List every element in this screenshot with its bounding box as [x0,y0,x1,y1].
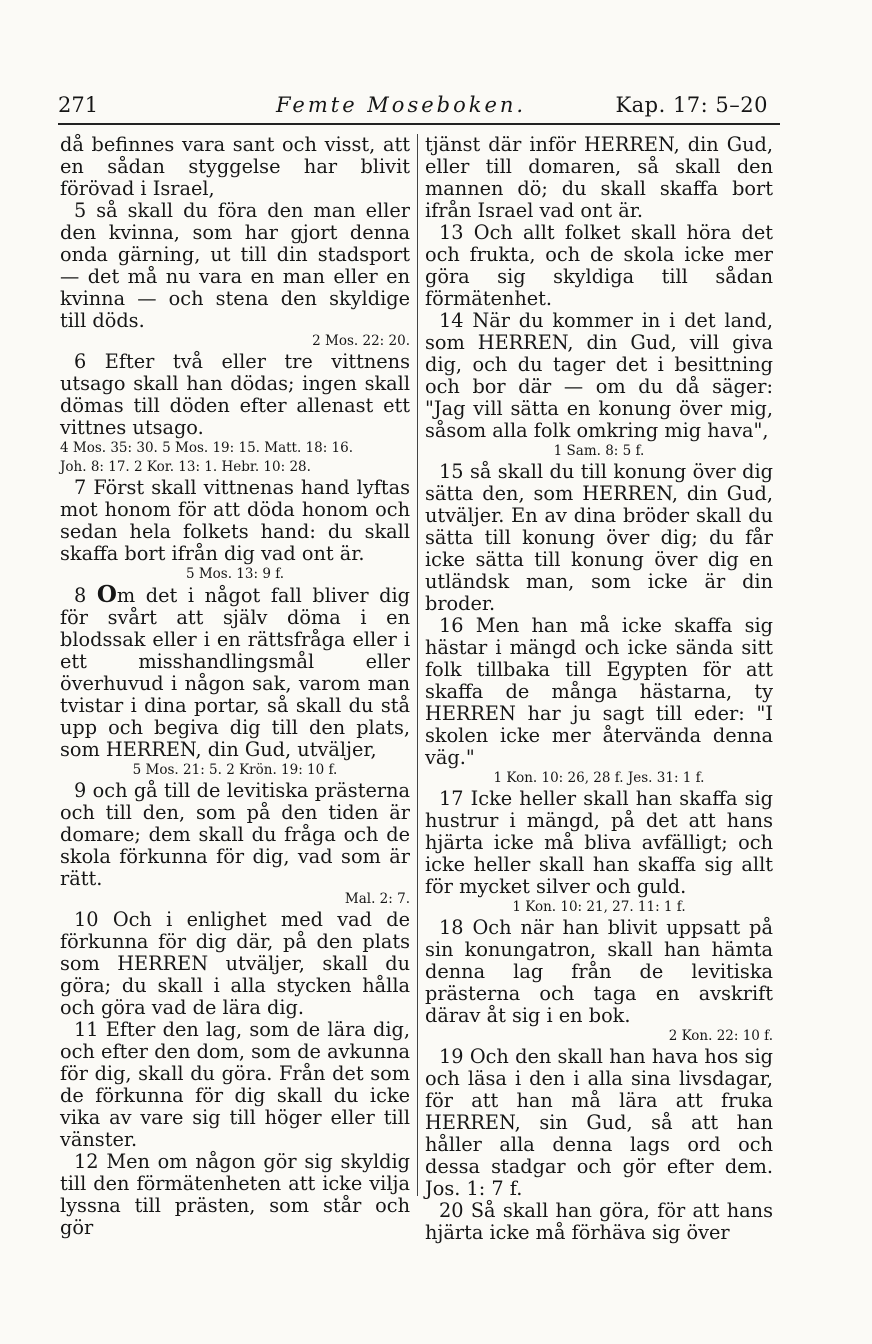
verse-number: 12 [74,1150,99,1173]
cross-reference: 1 Kon. 10: 21, 27. 11: 1 f. [512,899,686,915]
verse-number: 10 [74,908,99,931]
verse-19 [425,1046,773,1200]
verse-text: När du kommer in i det land, som HERREN, din Gud, vill giva dig, och du tager det i besittning och bor där — om du då säger: "Jag vill sätta en konung över mig, såsom alla folk omkring mig hava", [425,309,773,442]
verse-15 [425,461,773,615]
verse-6 [60,351,410,439]
verse-number: 19 [439,1045,464,1068]
cross-reference: 1 Kon. 10: 26, 28 f. Jes. 31: 1 f. [493,770,705,786]
cross-reference: 2 Mos. 22: 20. [312,333,410,349]
cross-reference: Mal. 2: 7. [344,891,410,907]
verse-number: 13 [439,221,464,244]
verse-text: Så skall han göra, för att hans hjärta icke må förhäva sig över [425,1199,773,1244]
verse-5 [60,200,410,332]
verse-20 [425,1200,773,1244]
left-column [60,134,410,1239]
verse-text: Och den skall han hava hos sig och läsa i den i alla sina livsdagar, för att han må lära att fruka HERREN, sin Gud, så att han håller alla denna lags ord och dessa stadgar och gör efter dem. Jos. 1: 7 f. [425,1045,773,1200]
cross-reference: 1 Sam. 8: 5 f. [553,443,645,459]
verse-number: 11 [74,1018,99,1041]
chapter-reference: Kap. 17: 5–20 [615,93,768,117]
verse-11 [60,1019,410,1151]
verse-text: Först skall vittnenas hand lyftas mot honom för att döda honom och sedan hela folkets hand: du skall skaffa bort ifrån dig vad ont är. [60,476,410,565]
verse-text: så skall du till konung över dig sätta den, som HERREN, din Gud, utväljer. En av dina bröder skall du sätta till konung över dig; du får icke sätta till konung över dig en utländsk man, som icke är din broder. [425,460,773,615]
verse-text: så skall du föra den man eller den kvinna, som har gjort denna onda gärning, ut till din stadsport — det må nu vara en man eller en kvinna — och stena den skyldige till döds. [60,199,410,332]
verse-number: 16 [439,614,464,637]
verse-16 [425,615,773,769]
verse-text: m det i något fall bliver dig för svårt att själv döma i en blodssak eller i en rättsfråga eller i ett misshandlingsmål eller överhuvud i någon sak, varom man tvistar i dina portar, så skall du stå upp och begiva dig till den plats, som HERREN, din Gud, utväljer, [60,584,410,761]
verse-number: 14 [439,309,464,332]
verse-number: 5 [74,199,87,222]
verse-number: 8 [74,584,87,607]
verse-number: 15 [439,460,464,483]
right-column [425,134,773,1244]
verse-text: Och när han blivit uppsatt på sin konungatron, skall han hämta denna lag från de levitiska prästerna och taga en avskrift därav åt sig i en bok. [425,916,773,1027]
verse-10 [60,909,410,1019]
verse-17 [425,788,773,898]
section-initial: O [96,581,117,608]
verse-text: Efter två eller tre vittnens utsago skall han dödas; ingen skall dömas till döden efter allenast ett vittnes utsago. [60,350,410,439]
verse-text: Och i enlighet med vad de förkunna för dig där, på den plats som HERREN utväljer, skall du göra; du skall i alla stycken hålla och göra vad de lära dig. [60,908,410,1019]
verse-number: 7 [74,476,87,499]
verse-text: Icke heller skall han skaffa sig hustrur i mängd, på det att hans hjärta icke må bliva avfälligt; och icke heller skall han skaffa sig allt för mycket silver och guld. [425,787,773,898]
cross-reference: 2 Kon. 22: 10 f. [668,1028,773,1044]
verse-number: 9 [74,779,87,802]
verse-continuation [60,134,410,200]
page-header [58,93,780,123]
verse-number: 17 [439,787,464,810]
verse-number: 20 [439,1199,464,1222]
verse-13 [425,222,773,310]
column-divider [417,134,418,1196]
page-number: 271 [58,93,99,117]
verse-12 [60,1151,410,1239]
verse-9 [60,780,410,890]
header-rule [58,123,780,125]
verse-7 [60,477,410,565]
cross-reference: Joh. 8: 17. 2 Kor. 13: 1. Hebr. 10: 28. [60,459,311,475]
verse-text: Men han må icke skaffa sig hästar i mängd och icke sända sitt folk tillbaka till Egypten för att skaffa de många hästarna, ty HERREN har ju sagt till eder: "I skolen icke mer återvända denna väg." [425,614,773,769]
cross-reference: 5 Mos. 21: 5. 2 Krön. 19: 10 f. [132,762,338,778]
verse-text: Efter den lag, som de lära dig, och efter den dom, som de avkunna för dig, skall du göra. Från det som de förkunna för dig skall du icke vika av vare sig till höger eller till vänster. [60,1018,410,1151]
verse-14 [425,310,773,442]
verse-text: och gå till de levitiska prästerna och till den, som på den tiden är domare; dem skall du fråga och de skola förkunna för dig, vad som är rätt. [60,779,410,890]
cross-reference: 4 Mos. 35: 30. 5 Mos. 19: 15. Matt. 18: 16. [60,440,354,456]
verse-text: Men om någon gör sig skyldig till den förmätenheten att icke vilja lyssna till prästen, som står och gör [60,1150,410,1239]
verse-continuation [425,134,773,222]
verse-number: 18 [439,916,464,939]
verse-text: tjänst där inför HERREN, din Gud, eller till domaren, så skall den mannen dö; du skall skaffa bort ifrån Israel vad ont är. [425,133,773,222]
book-title: Femte Moseboken. [276,93,527,117]
verse-text: då befinnes vara sant och visst, att en sådan styggelse har blivit förövad i Israel, [60,133,410,200]
verse-number: 6 [74,350,87,373]
verse-18 [425,917,773,1027]
verse-8 [60,581,410,761]
verse-text: Och allt folket skall höra det och frukta, och de skola icke mer göra sig skyldiga till sådan förmätenhet. [425,221,773,310]
cross-reference: 5 Mos. 13: 9 f. [185,566,285,582]
